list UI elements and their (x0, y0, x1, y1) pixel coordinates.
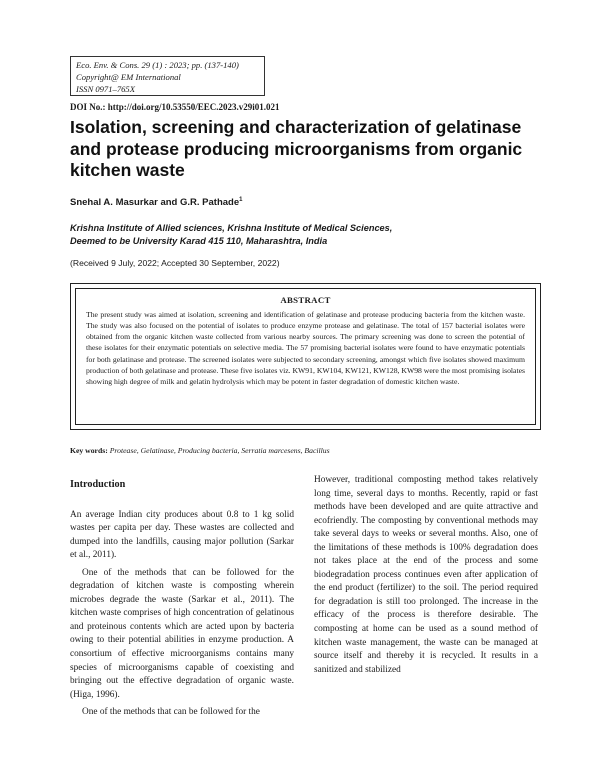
abstract-box (70, 283, 541, 430)
journal-issn: ISSN 0971–765X (76, 84, 135, 94)
doi-link[interactable]: DOI No.: http://doi.org/10.53550/EEC.2023.v29i01.021 (70, 102, 280, 112)
keywords-value: Protease, Gelatinase, Producing bacteria, Serratia marcesens, Bacillus (107, 446, 330, 455)
received-dates: (Received 9 July, 2022; Accepted 30 September, 2022) (70, 258, 280, 268)
author-names: Snehal A. Masurkar and G.R. Pathade (70, 197, 240, 209)
intro-paragraph-1: An average Indian city produces about 0.8 to 1 kg solid wastes per capita per day. These wastes are collected and dumped into the landfills, causing major pollution (Sarkar et al., 2011). (70, 509, 294, 561)
intro-paragraph-2: One of the methods that can be followed for the degradation of kitchen waste is composting wherein microbes degrade the waste (Sarkar et al., 2011). The kitchen waste comprises of high concentration of gelatinous and proteinous contents which are acted upon by bacteria owing to their potential abilities in enzyme production. A consortium of effective microorganisms contains many species of microorganisms capable of coexisting and bringing out the effective degradation of organic waste. (Higa, 1996). (70, 567, 294, 700)
abstract-heading: ABSTRACT (280, 295, 331, 305)
keywords-label: Key words: (70, 446, 108, 455)
paper-title: Isolation, screening and characterization of gelatinase and protease producing microorganisms from organic kitchen waste (70, 117, 523, 180)
journal-citation-box (70, 56, 265, 96)
right-column (314, 474, 538, 677)
journal-issue: Eco. Env. & Cons. 29 (1) : 2023; pp. (137-140) (76, 60, 239, 70)
affiliation-line-1: Krishna Institute of Allied sciences, Krishna Institute of Medical Sciences, (70, 223, 393, 233)
author-list (70, 197, 242, 208)
left-column (70, 478, 294, 720)
right-paragraph-1: However, traditional composting method takes relatively long time, several days to months. Recently, rapid or fast methods have been developed and are quite attractive and ecofriendly. The composting by conventional methods may take several days to weeks or several months. Also, one of the limitations of these methods is 100% degradation does not takes place at the end of the process and some biodegradation process continues even after application of the end product (fertilizer) to the soil. The period required for degradation is still too prolonged. The increase in the efficacy of the process is therefore desirable. The composting at home can be used as a sound method of kitchen waste management, the waste can be managed at source itself and thereby it is recycled. It results in a sanitized and stabilized (314, 475, 538, 675)
keywords (70, 446, 330, 455)
intro-paragraph-3: One of the methods that can be followed for the (82, 707, 260, 718)
author-affiliation-marker: 1 (239, 197, 243, 203)
abstract-inner-frame (75, 288, 536, 425)
journal-copyright: Copyright@ EM International (76, 72, 181, 82)
affiliation-line-2: Deemed to be University Karad 415 110, Maharashtra, India (70, 236, 328, 246)
section-heading-introduction: Introduction (70, 479, 126, 490)
abstract-text: The present study was aimed at isolation, screening and identification of gelatinase and protease producing bacteria from the kitchen waste. The study was also focused on the potential of isolates to produce enzyme protease and gelatinase. The total of 157 bacterial isolates were obtained from the organic kitchen waste collected from various nearby sources. The primary screening was done to screen the potential of these isolates for their enzymatic potentials on selective media. The 57 promising bacterial isolates were found to have enzymatic potentials for both gelatinase and protease. The screened isolates were subjected to secondary screening, amongst which five isolates showed maximum production of both gelatinase and protease. These five isolates viz. KW91, KW104, KW121, KW128, KW98 were the most promising isolates showing high degree of milk and gelatin hydrolysis which may be potent in faster degradation of domestic kitchen waste. (86, 310, 526, 386)
affiliation (70, 222, 392, 248)
